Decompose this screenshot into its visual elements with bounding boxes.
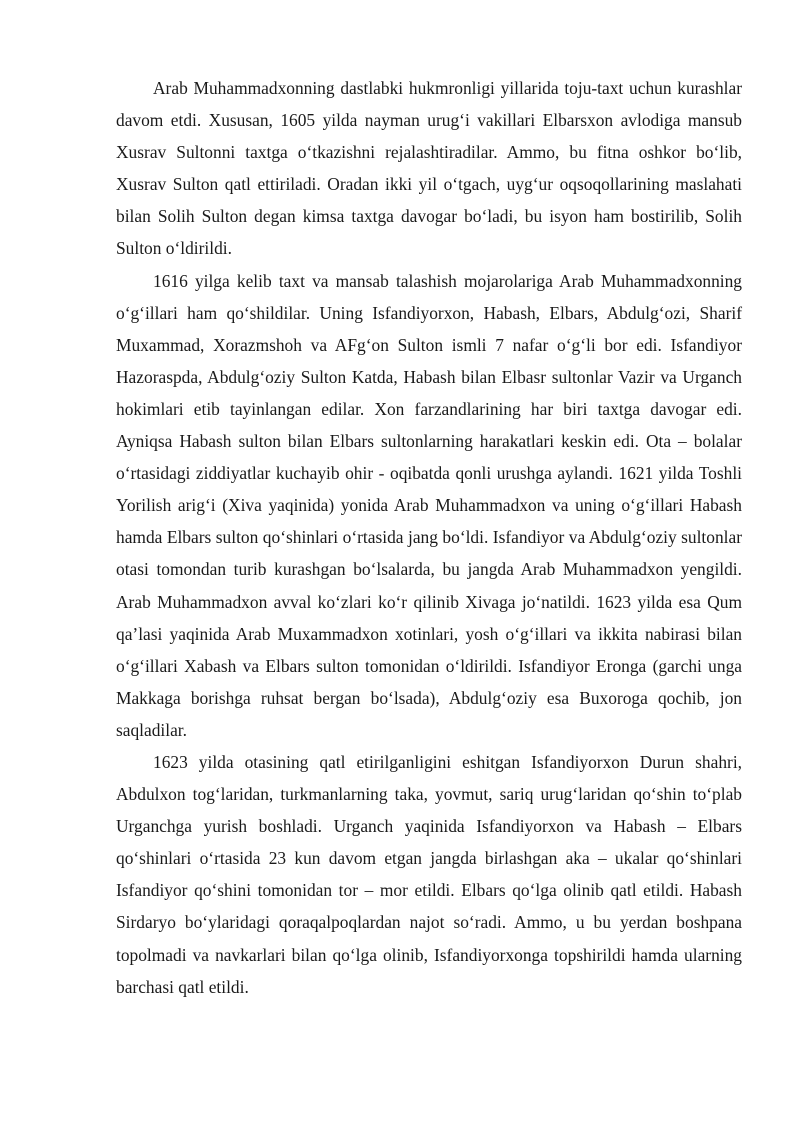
- paragraph-2: 1616 yilga kelib taxt va mansab talashish mojarolariga Arab Muhammadxonning o‘g‘illari ham qo‘shildilar. Uning Isfandiyorxon, Habash, Elbars, Abdulg‘ozi, Sharif Muxammad, Xorazmshoh va AFg‘on Sulton ismli 7 nafar o‘g‘li bor edi. Isfandiyor Hazoraspda, Abdulg‘oziy Sulton Katda, Habash bilan Elbasr sultonlar Vazir va Urganch hokimlari etib tayinlangan edilar. Xon farzandlarining har biri taxtga davogar edi. Ayniqsa Habash sulton bilan Elbars sultonlarning harakatlari keskin edi. Ota – bolalar o‘rtasidagi ziddiyatlar kuchayib ohir - oqibatda qonli urushga aylandi. 1621 yilda Toshli Yorilish arig‘i (Xiva yaqinida) yonida Arab Muhammadxon va uning o‘g‘illari Habash hamda Elbars sulton qo‘shinlari o‘rtasida jang bo‘ldi. Isfandiyor va Abdulg‘oziy sultonlar otasi tomondan turib kurashgan bo‘lsalarda, bu jangda Arab Muhammadxon yengildi. Arab Muhammadxon avval ko‘zlari ko‘r qilinib Xivaga jo‘natildi. 1623 yilda esa Qum qa’lasi yaqinida Arab Muxammadxon xotinlari, yosh o‘g‘illari va ikkita nabirasi bilan o‘g‘illari Xabash va Elbars sulton tomonidan o‘ldirildi. Isfandiyor Eronga (garchi unga Makkaga borishga ruhsat bergan bo‘lsada), Abdulg‘oziy esa Buxoroga qochib, jon saqladilar.: [116, 270, 742, 740]
- document-page: [116, 72, 742, 1003]
- paragraph-3: 1623 yilda otasining qatl etirilganligini eshitgan Isfandiyorxon Durun shahri, Abdulxon tog‘laridan, turkmanlarning taka, yovmut, sariq urug‘laridan qo‘shin to‘plab Urganchga yurish boshladi. Urganch yaqinida Isfandiyorxon va Habash – Elbars qo‘shinlari o‘rtasida 23 kun davom etgan jangda birlashgan aka – ukalar qo‘shinlari Isfandiyor qo‘shini tomonidan tor – mor etildi. Elbars qo‘lga olinib qatl etildi. Habash Sirdaryo bo‘ylaridagi qoraqalpoqlardan najot so‘radi. Ammo, u bu yerdan boshpana topolmadi va navkarlari bilan qo‘lga olinib, Isfandiyorxonga topshirildi hamda ularning barchasi qatl etildi.: [116, 751, 742, 997]
- paragraph-1: Arab Muhammadxonning dastlabki hukmronligi yillarida toju-taxt uchun kurashlar davom etdi. Xususan, 1605 yilda nayman urug‘i vakillari Elbarsxon avlodiga mansub Xusrav Sultonni taxtga o‘tkazishni rejalashtiradilar. Ammo, bu fitna oshkor bo‘lib, Xusrav Sulton qatl ettiriladi. Oradan ikki yil o‘tgach, uyg‘ur oqsoqollarining maslahati bilan Solih Sulton degan kimsa taxtga davogar bo‘ladi, bu isyon ham bostirilib, Solih Sulton o‘ldirildi.: [116, 78, 742, 259]
